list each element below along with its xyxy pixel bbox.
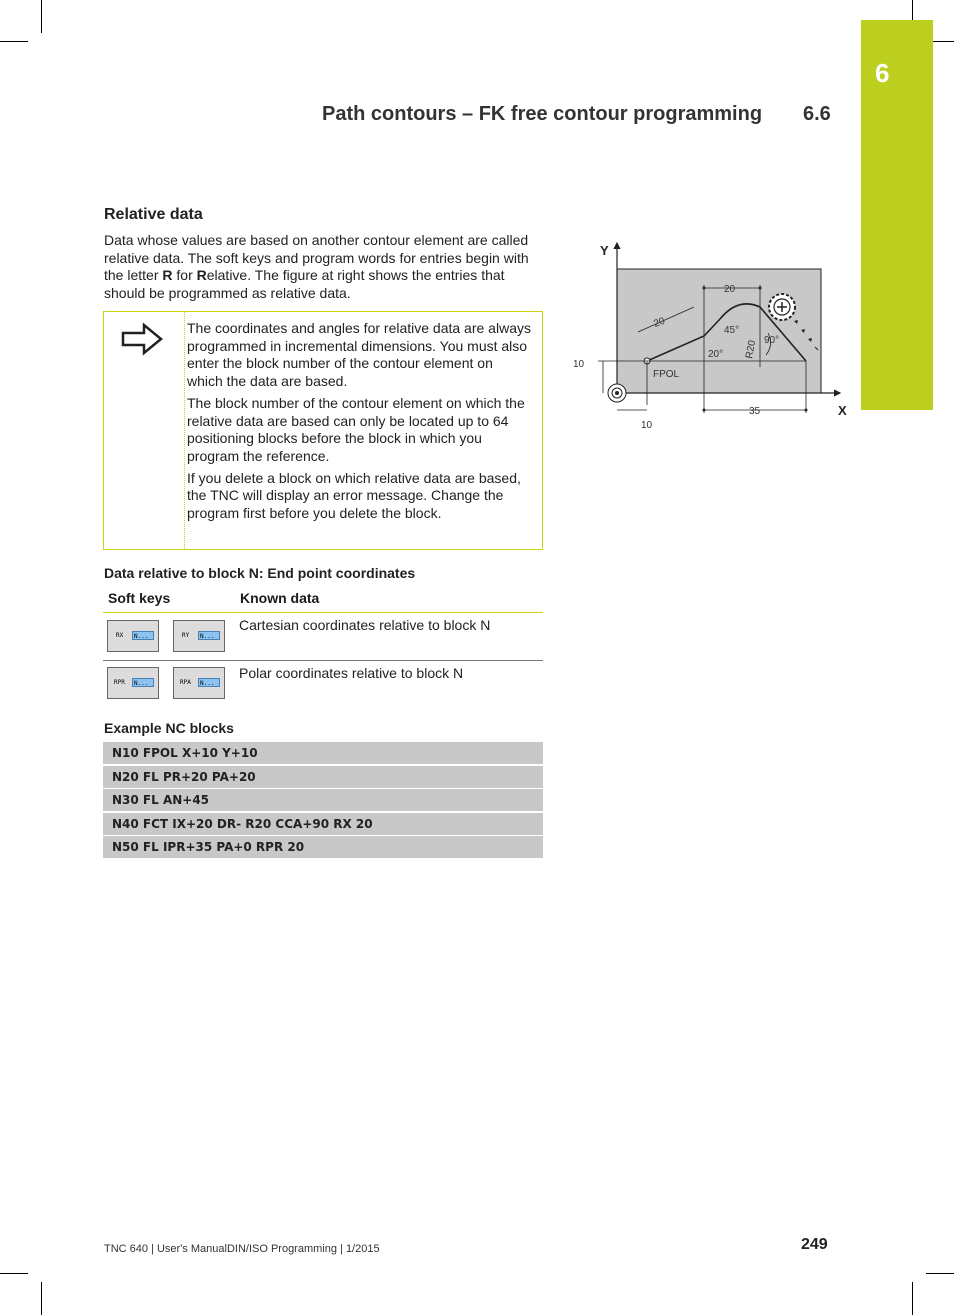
running-header-section: 6.6: [803, 103, 831, 125]
dimension-dot: [703, 409, 706, 412]
dimension-20-top: 20: [724, 284, 736, 295]
x-axis-label: X: [838, 403, 847, 418]
contour-diagram: [568, 235, 853, 435]
note-divider: [184, 312, 186, 549]
softkey-label: RPR: [114, 679, 125, 686]
softkey-field: N...: [132, 678, 154, 687]
nc-block: N50 FL IPR+35 PA+0 RPR 20: [103, 836, 543, 858]
intro-paragraph: Data whose values are based on another contour element are called relative data. The soft keys and program words for entries begin with the letter R for Relative. The figure at right shows the entries that should be programmed as relative data.: [104, 232, 529, 302]
running-header-title: Path contours – FK free contour programming: [322, 103, 763, 125]
example-heading: Example NC blocks: [104, 720, 234, 736]
dimension-35: 35: [749, 406, 761, 417]
footer-text: TNC 640 | User's ManualDIN/ISO Programming | 1/2015: [104, 1243, 380, 1255]
datum-center: [615, 391, 619, 395]
softkey-label: RX: [116, 632, 124, 639]
softkey-rpr-button[interactable]: [107, 667, 159, 699]
angle-90: 90°: [764, 335, 780, 346]
angle-45: 45°: [724, 325, 740, 336]
softkey-rpa-button[interactable]: [173, 667, 225, 699]
nc-block: N20 FL PR+20 PA+20: [103, 766, 543, 788]
dimension-10-y: 10: [573, 359, 585, 370]
softkey-field: N...: [132, 631, 154, 640]
contour-figure: [568, 235, 853, 440]
dimension-dot: [703, 287, 706, 290]
y-axis-label: Y: [600, 243, 609, 258]
crop-mark: [0, 1273, 28, 1274]
angle-20: 20°: [708, 349, 724, 360]
column-header-softkeys: Soft keys: [108, 590, 171, 606]
known-data-cell: Polar coordinates relative to block N: [239, 665, 464, 681]
nc-block-list: [103, 742, 543, 860]
note-paragraph: The block number of the contour element on which the relative data are based can only be located up to 64 positioning blocks before the block in which you program the reference.: [187, 394, 525, 464]
table-row: [103, 661, 543, 705]
note-box: [103, 311, 543, 550]
table-header: [103, 586, 543, 613]
nc-block: N30 FL AN+45: [103, 789, 543, 811]
radius-r20: R20: [744, 339, 759, 360]
softkey-table: [103, 586, 543, 705]
nc-block: N10 FPOL X+10 Y+10: [103, 742, 543, 764]
arrow-right-icon: [120, 322, 164, 361]
note-text: [187, 320, 532, 527]
dimension-dot: [805, 409, 808, 412]
dimension-dot: [759, 287, 762, 290]
milling-cutter-icon: [769, 294, 795, 320]
dimension-10-x: 10: [641, 420, 653, 431]
crop-mark: [926, 1273, 954, 1274]
dimension-20-diagonal: 20: [652, 315, 667, 330]
section-heading: Relative data: [104, 206, 203, 223]
note-paragraph: If you delete a block on which relative data are based, the TNC will display an error message. Change the program first before you delete the block.: [187, 469, 521, 522]
softkey-field: N...: [198, 631, 220, 640]
column-header-known-data: Known data: [240, 590, 320, 606]
chapter-tab: [861, 20, 933, 410]
crop-mark: [41, 0, 42, 33]
softkey-rx-button[interactable]: [107, 620, 159, 652]
softkey-field: N...: [198, 678, 220, 687]
page-number: 249: [801, 1236, 828, 1253]
table-heading: Data relative to block N: End point coordinates: [104, 565, 416, 581]
crop-mark: [0, 41, 28, 42]
crop-mark: [41, 1282, 42, 1315]
softkey-label: RY: [182, 632, 190, 639]
chapter-number: 6: [875, 58, 890, 88]
known-data-cell: Cartesian coordinates relative to block N: [239, 617, 491, 633]
table-row: [103, 613, 543, 661]
softkey-ry-button[interactable]: [173, 620, 225, 652]
note-paragraph: The coordinates and angles for relative data are always programmed in incremental dimensions. You must also enter the block number of the contour element on which the data are based.: [187, 320, 531, 390]
nc-block: N40 FCT IX+20 DR- R20 CCA+90 RX 20: [103, 813, 543, 835]
softkey-label: RPA: [180, 679, 191, 686]
crop-mark: [912, 1282, 913, 1315]
crop-mark: [912, 0, 913, 20]
fpol-label: FPOL: [653, 369, 680, 380]
